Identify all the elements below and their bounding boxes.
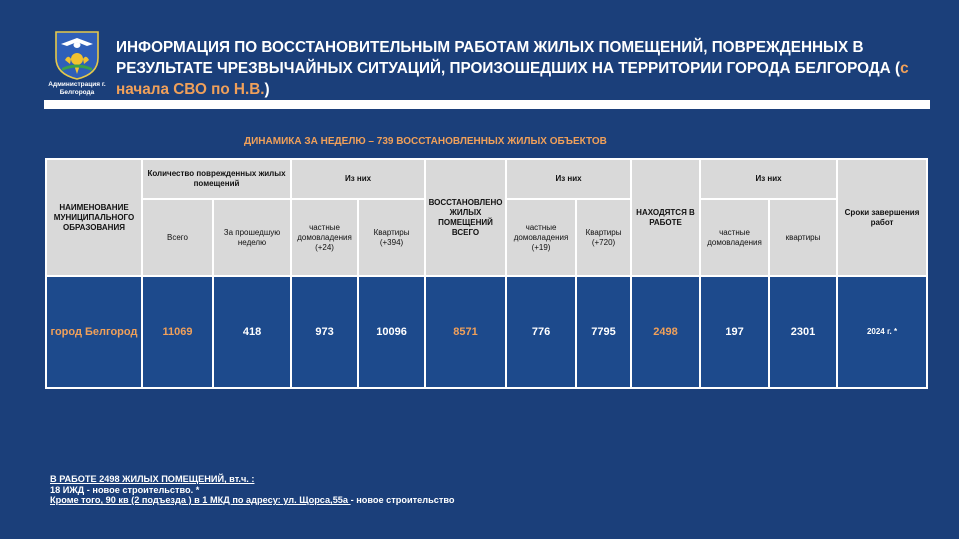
- logo-caption: Администрация г. Белгорода: [48, 81, 106, 96]
- header-private-3: частные домовладения: [700, 199, 769, 276]
- header-total: Всего: [142, 199, 213, 276]
- cell-restored: 8571: [425, 276, 506, 388]
- cell-private-3: 197: [700, 276, 769, 388]
- header-damaged-group: Количество поврежденных жилых помещений: [142, 159, 291, 199]
- header-in-progress: НАХОДЯТСЯ В РАБОТЕ: [631, 159, 700, 276]
- cell-private-1: 973: [291, 276, 358, 388]
- title-main: ИНФОРМАЦИЯ ПО ВОССТАНОВИТЕЛЬНЫМ РАБОТАМ ЖИЛЫХ ПОМЕЩЕНИЙ, ПОВРЕЖДЕННЫХ В РЕЗУЛЬТАТЕ ЧРЕЗВЫЧАЙНЫХ СИТУАЦИЙ, ПРОИЗОШЕДШИХ НА ТЕРРИТОРИИ ГОРОДА БЕЛГОРОДА (: [116, 39, 901, 77]
- cell-total: 11069: [142, 276, 213, 388]
- table-row: [46, 276, 927, 388]
- weekly-dynamics-subtitle: ДИНАМИКА ЗА НЕДЕЛЮ – 739 ВОССТАНОВЛЕННЫХ ЖИЛЫХ ОБЪЕКТОВ: [244, 136, 607, 147]
- cell-municipality: город Белгород: [46, 276, 142, 388]
- cell-deadline: 2024 г. *: [837, 276, 927, 388]
- header-of-them-3: Из них: [700, 159, 837, 199]
- table-header-row-1: [46, 159, 927, 199]
- cell-last-week: 418: [213, 276, 291, 388]
- header-of-them-2: Из них: [506, 159, 631, 199]
- cell-apartments-1: 10096: [358, 276, 425, 388]
- footer-notes: [50, 474, 454, 506]
- cell-in-progress: 2498: [631, 276, 700, 388]
- footer-line-3-underlined: Кроме того, 90 кв (2 подъезда ) в 1 МКД по адресу: ул. Щорса,55а: [50, 495, 351, 505]
- title-highlight: с начала СВО по Н.В.: [116, 60, 909, 98]
- header-apartments-3: квартиры: [769, 199, 837, 276]
- belgorod-coat-of-arms-icon: [54, 30, 100, 80]
- page-title: [116, 37, 916, 100]
- title-end: ): [264, 81, 270, 98]
- header-private-2: частные домовладения (+19): [506, 199, 576, 276]
- header-restored: ВОССТАНОВЛЕНО ЖИЛЫХ ПОМЕЩЕНИЙ ВСЕГО: [425, 159, 506, 276]
- header-deadline: Сроки завершения работ: [837, 159, 927, 276]
- footer-line-3: [50, 495, 454, 506]
- header-apartments-1: Квартиры (+394): [358, 199, 425, 276]
- cell-apartments-2: 7795: [576, 276, 631, 388]
- header-private-1: частные домовладения (+24): [291, 199, 358, 276]
- header-municipality: НАИМЕНОВАНИЕ МУНИЦИПАЛЬНОГО ОБРАЗОВАНИЯ: [46, 159, 142, 276]
- cell-apartments-3: 2301: [769, 276, 837, 388]
- footer-line-3-rest: - новое строительство: [350, 495, 455, 505]
- restoration-table: [45, 158, 928, 389]
- title-divider: [44, 100, 930, 109]
- footer-line-1: В РАБОТЕ 2498 ЖИЛЫХ ПОМЕЩЕНИЙ, вт.ч. :: [50, 474, 255, 484]
- header-apartments-2: Квартиры (+720): [576, 199, 631, 276]
- header-last-week: За прошедшую неделю: [213, 199, 291, 276]
- footer-line-2: 18 ИЖД - новое строительство. *: [50, 484, 200, 495]
- cell-private-2: 776: [506, 276, 576, 388]
- header-of-them-1: Из них: [291, 159, 425, 199]
